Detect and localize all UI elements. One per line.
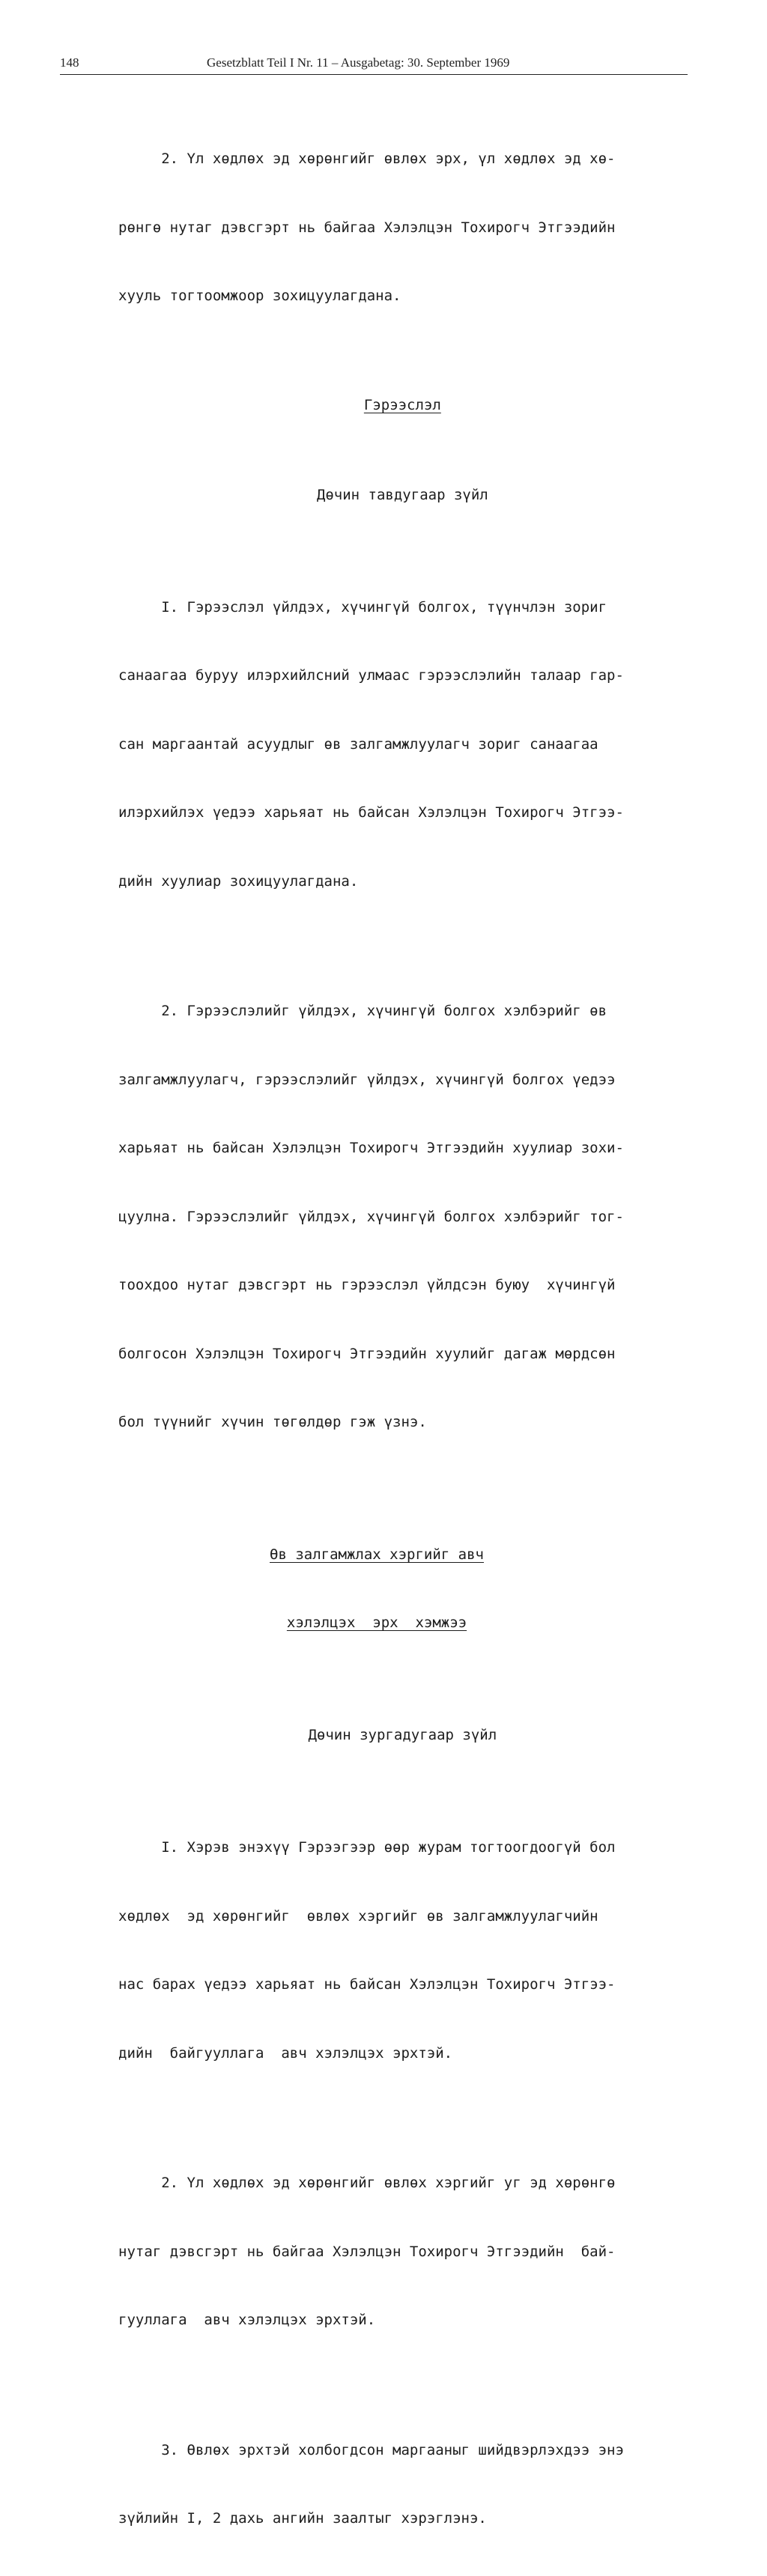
text-line: харьяат нь байсан Хэлэлцэн Тохирогч Этгээдийн хуулиар зохи- — [118, 1140, 624, 1156]
article-heading — [118, 1701, 635, 1770]
text-line: нас барах үедээ харьяат нь байсан Хэлэлцэн Тохирогч Этгээ- — [118, 1976, 616, 1993]
text-line: санаагаа буруу илэрхийлсний улмаас гэрээслэлийн талаар гар- — [118, 667, 624, 684]
section-heading — [118, 371, 635, 440]
article-title: Дөчин тавдугаар зүйл — [316, 486, 488, 503]
text-line: 3. Өвлөх эрхтэй холбогдсон маргааныг шийдвэрлэхдээ энэ — [118, 2441, 624, 2458]
document-body — [118, 102, 635, 2576]
section-title-line: хэлэлцэх эрх хэмжээ — [286, 1614, 467, 1631]
text-line: болгосон Хэлэлцэн Тохирогч Этгээдийн хуулийг дагаж мөрдсөн — [118, 1345, 616, 1362]
text-line: илэрхийлэх үедээ харьяат нь байсан Хэлэлцэн Тохирогч Этгээ- — [118, 804, 624, 821]
running-title: Gesetzblatt Teil I Nr. 11 – Ausgabetag: 30. September 1969 — [207, 55, 510, 70]
text-line: хөдлөх эд хөрөнгийг өвлөх хэргийг өв залгамжлуулагчийн — [118, 1907, 598, 1925]
text-line: гууллага авч хэлэлцэх эрхтэй. — [118, 2312, 376, 2328]
paragraph — [118, 954, 635, 1480]
text-line: бол түүнийг хүчин төгөлдөр гэж үзнэ. — [118, 1414, 427, 1430]
paragraph — [118, 1790, 635, 2110]
text-line: I. Гэрээслэл үйлдэх, хүчингүй болгох, түүнчлэн зориг — [118, 598, 607, 616]
section-title: Гэрээслэл — [363, 397, 441, 413]
paragraph — [118, 2126, 635, 2378]
text-line: 2. Үл хөдлөх эд хөрөнгийг өвлөх хэргийг уг эд хөрөнгө — [118, 2175, 616, 2191]
article-title: Дөчин зургадугаар зүйл — [308, 1727, 497, 1743]
text-line: зүйлийн I, 2 дахь ангийн заалтыг хэрэглэнэ. — [118, 2510, 487, 2527]
text-line: дийн байгууллага авч хэлэлцэх эрхтэй. — [118, 2044, 453, 2062]
text-line: нутаг дэвсгэрт нь байгаа Хэлэлцэн Тохирогч Этгээдийн бай- — [118, 2243, 616, 2260]
text-line: сан маргаантай асуудлыг өв залгамжлуулагч зориг санаагаа — [118, 735, 598, 753]
header-rule — [60, 74, 688, 75]
text-line: 2. Үл хөдлөх эд хөрөнгийг өвлөх эрх, үл хөдлөх эд хө- — [118, 151, 616, 167]
page-number: 148 — [60, 55, 79, 70]
article-heading — [118, 461, 635, 529]
text-line: цуулна. Гэрээслэлийг үйлдэх, хүчингүй болгох хэлбэрийг тог- — [118, 1208, 624, 1225]
section-title-line: Өв залгамжлах хэргийг авч — [270, 1546, 484, 1563]
paragraph — [118, 2393, 635, 2576]
text-line: хууль тогтоомжоор зохицуулагдана. — [118, 288, 401, 304]
text-line: тоохдоо нутаг дэвсгэрт нь гэрээслэл үйлдсэн буюу хүчингүй — [118, 1277, 616, 1293]
text-line: I. Хэрэв энэхүү Гэрээгээр өөр журам тогтоогдоогүй бол — [118, 1839, 616, 1856]
text-line: залгамжлуулагч, гэрээслэлийг үйлдэх, хүчингүй болгох үедээ — [118, 1071, 616, 1088]
text-line: дийн хуулиар зохицуулагдана. — [118, 872, 359, 890]
paragraph — [118, 550, 635, 939]
section-heading — [118, 1498, 635, 1680]
paragraph — [118, 102, 635, 353]
text-line: 2. Гэрээслэлийг үйлдэх, хүчингүй болгох хэлбэрийг өв — [118, 1003, 607, 1019]
text-line: рөнгө нутаг дэвсгэрт нь байгаа Хэлэлцэн Тохирогч Этгээдийн — [118, 219, 616, 236]
